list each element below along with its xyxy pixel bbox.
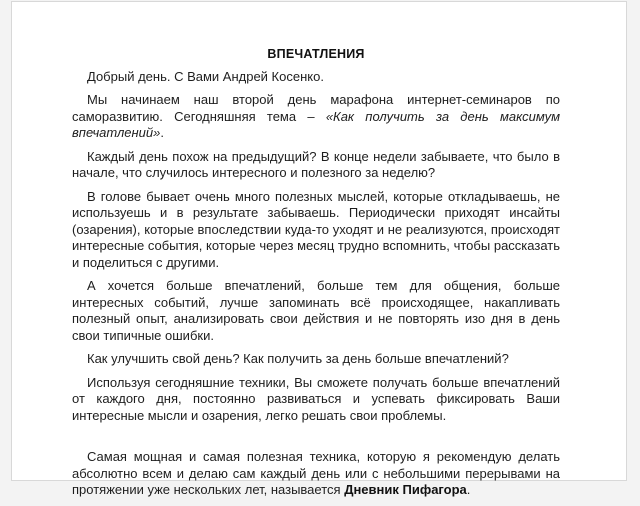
paragraph-intro-end: .	[160, 125, 164, 140]
paragraph-question: Каждый день похож на предыдущий? В конце недели забываете, что было в начале, что случилось интересного и полезного за неделю?	[72, 148, 560, 180]
paragraph-intro-text: Мы начинаем наш второй день марафона интернет-семинаров по саморазвитию. Сегодняшняя тема –	[72, 92, 560, 124]
paragraph-techniques: Используя сегодняшние техники, Вы сможете получать больше впечатлений от каждого дня, постоянно развиваться и успевать фиксировать Ваши интересные мысли и озарения, легко решать свои проблемы.	[72, 374, 560, 423]
document-title: ВПЕЧАТЛЕНИЯ	[267, 47, 365, 61]
paragraph-intro	[72, 92, 560, 142]
diary-name-bold: Дневник Пифагора	[344, 482, 467, 497]
paragraph-greeting: Добрый день. С Вами Андрей Косенко.	[87, 68, 324, 84]
paragraph-pythagoras	[72, 449, 560, 499]
paragraph-wishes: А хочется больше впечатлений, больше тем для общения, больше интересных событий, лучше запоминать всё происходящее, накапливать полезный опыт, анализировать свои действия и не повторять изо дня в день свои типичные ошибки.	[72, 278, 560, 343]
topic-italic: «Как получить за день максимум впечатлений»	[72, 108, 560, 140]
paragraph-thoughts: В голове бывает очень много полезных мыслей, которые откладываешь, не используешь и в результате забываешь. Периодически приходят инсайты (озарения), которые впоследствии куда-то уходят и не реализуются, происходят интересные события, которые через месяц трудно вспомнить, чтобы рассказать и поделиться с другими.	[72, 188, 560, 270]
paragraph-pythagoras-end: .	[466, 482, 471, 497]
document-body	[72, 46, 560, 506]
paragraph-how: Как улучшить свой день? Как получить за день больше впечатлений?	[87, 351, 509, 366]
blank-line	[72, 431, 560, 449]
document-page	[11, 1, 627, 497]
paragraph-pythagoras-text: Самая мощная и самая полезная техника, которую я рекомендую делать абсолютно всем и делаю сам каждый день или с небольшими перерывами на протяжении уже нескольких лет, называется	[72, 449, 560, 497]
